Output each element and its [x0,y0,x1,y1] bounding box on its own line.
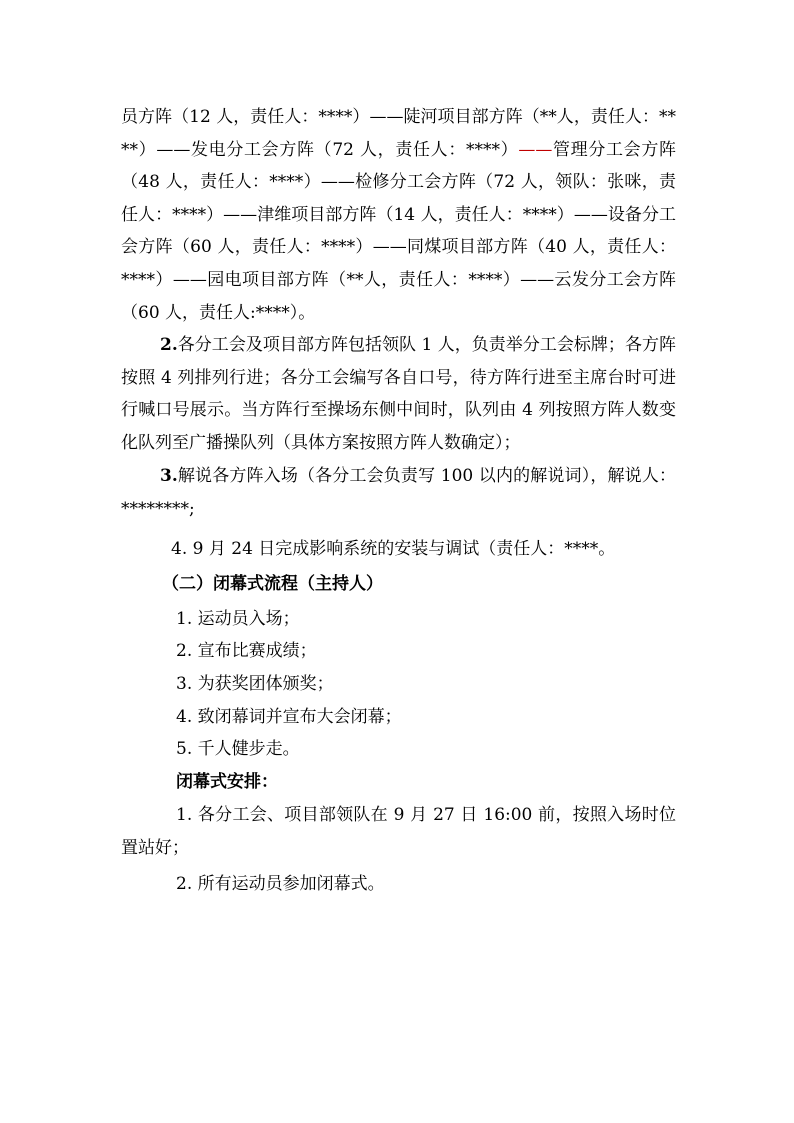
formation-text-part-2: 管理分工会方阵（48 人，责任人：****）——检修分工会方阵（72 人，领队：张咪，责任人：****）——津维项目部方阵（14 人，责任人：****）——设备分工会方阵（60 人，责任人：****）——同煤项目部方阵（40 人，责任人：****）——园电项目部方阵（**人，责任人：****）——云发分工会方阵（60 人，责任人:****）。 [121,139,676,323]
closing-step-3: 3. 为获奖团体颁奖； [176,674,334,694]
closing-step-4: 4. 致闭幕词并宣布大会闭幕； [176,707,402,727]
arrangement-item-1: 1. 各分工会、项目部领队在 9 月 27 日 16:00 前，按照入场时位置站好； [121,805,676,858]
closing-step-5: 5. 千人健步走。 [176,739,300,759]
formation-text-part-1: 员方阵（12 人，责任人：****）——陡河项目部方阵（**人，责任人：****）——发电分工会方阵（72 人，责任人：****） [121,107,676,160]
item-3-text: 解说各方阵入场（各分工会负责写 100 以内的解说词），解说人：********; [121,466,676,519]
closing-step-1: 1. 运动员入场； [176,609,300,629]
paragraph-item-4: 4. 9 月 24 日完成影响系统的安装与调试（责任人：****。 [171,539,616,559]
item-2-text: 各分工会及项目部方阵包括领队 1 人，负责举分工会标牌；各方阵按照 4 列排列行进；各分工会编写各自口号，待方阵行进至主席台时可进行喊口号展示。当方阵行至操场东侧中间时，队列由 4 列按照方阵人数变化队列至广播操队列（具体方案按照方阵人数确定）； [121,335,676,453]
item-2-number: 2. [160,335,178,355]
closing-step-2: 2. 宣布比赛成绩； [176,641,317,661]
paragraph-item-2 [121,329,676,459]
item-3-number: 3. [160,466,178,486]
arrangement-heading: 闭幕式安排： [176,772,278,792]
paragraph-formation-order [121,101,676,329]
arrangement-item-2: 2. 所有运动员参加闭幕式。 [176,874,385,894]
red-dash: —— [518,139,553,160]
closing-ceremony-heading: （二）闭幕式流程（主持人） [162,574,383,594]
paragraph-item-3 [121,460,676,525]
